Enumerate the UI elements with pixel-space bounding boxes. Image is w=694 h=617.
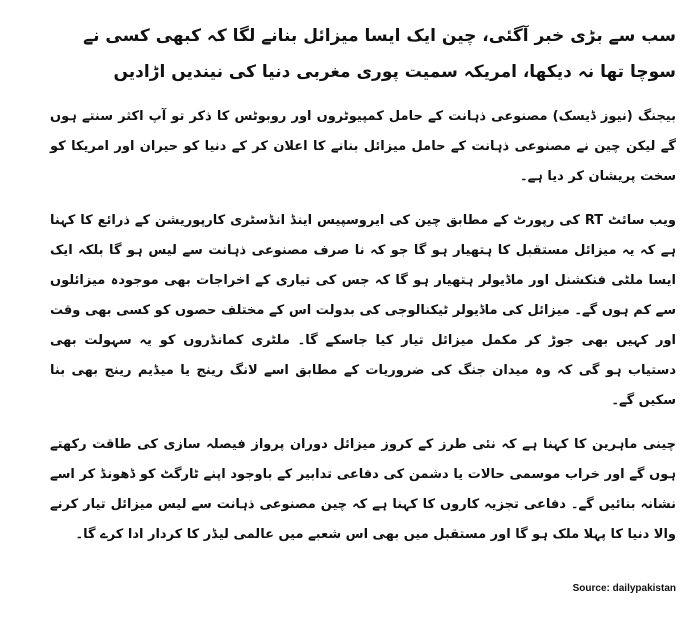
- source-credit: Source: dailypakistan: [572, 583, 676, 594]
- article: [50, 18, 676, 564]
- article-paragraph-2: ویب سائٹ RT کی رپورٹ کے مطابق چین کی ایروسپیس اینڈ انڈسٹری کارپوریشن کے ذرائع کا کہنا ہے کہ یہ میزائل مستقبل کا ہتھیار ہو گا جو کہ نا صرف مصنوعی ذہانت سے لیس ہو گا بلکہ ایک ایسا ملٹی فنکشنل اور ماڈیولر ہتھیار ہو گا کہ جس کی تیاری کے اخراجات بھی موجودہ میزائلوں سے کم ہوں گے۔ میزائل کی ماڈیولر ٹیکنالوجی کی بدولت اس کے مختلف حصوں کو کسی بھی وقت اور کہیں بھی جوڑ کر مکمل میزائل تیار کیا جاسکے گا۔ ملٹری کمانڈروں کو یہ سہولت بھی دستیاب ہو گی کہ وہ میدان جنگ کی ضروریات کے مطابق اسے لانگ رینج یا میڈیم رینج بھی بنا سکیں گے۔: [50, 213, 676, 408]
- article-headline: سب سے بڑی خبر آگئی، چین ایک ایسا میزائل بنانے لگا کہ کبھی کسی نے سوچا تھا نہ دیکھا، امریکہ سمیت پوری مغربی دنیا کی نیندیں اڑادیں: [83, 26, 676, 82]
- article-paragraph-3: چینی ماہرین کا کہنا ہے کہ نئی طرز کے کروز میزائل دوران پرواز فیصلہ سازی کی طاقت رکھتے ہوں گے اور خراب موسمی حالات یا دشمن کی دفاعی تدابیر کے باوجود اپنے ٹارگٹ کو ڈھونڈ کر اسے نشانہ بنائیں گے۔ دفاعی تجزیہ کاروں کا کہنا ہے کہ چین مصنوعی ذہانت سے لیس میزائل تیار کرنے والا دنیا کا پہلا ملک ہو گا اور مستقبل میں بھی اس شعبے میں عالمی لیڈر کا کردار ادا کرے گا۔: [50, 437, 676, 542]
- article-paragraph-1: بیجنگ (نیوز ڈیسک) مصنوعی ذہانت کے حامل کمپیوٹروں اور روبوٹس کا ذکر تو آپ اکثر سنتے ہوں گے لیکن چین نے مصنوعی ذہانت کے حامل میزائل بنانے کا اعلان کر کے دنیا کو حیران اور امریکا کو سخت پریشان کر دیا ہے۔: [50, 109, 676, 184]
